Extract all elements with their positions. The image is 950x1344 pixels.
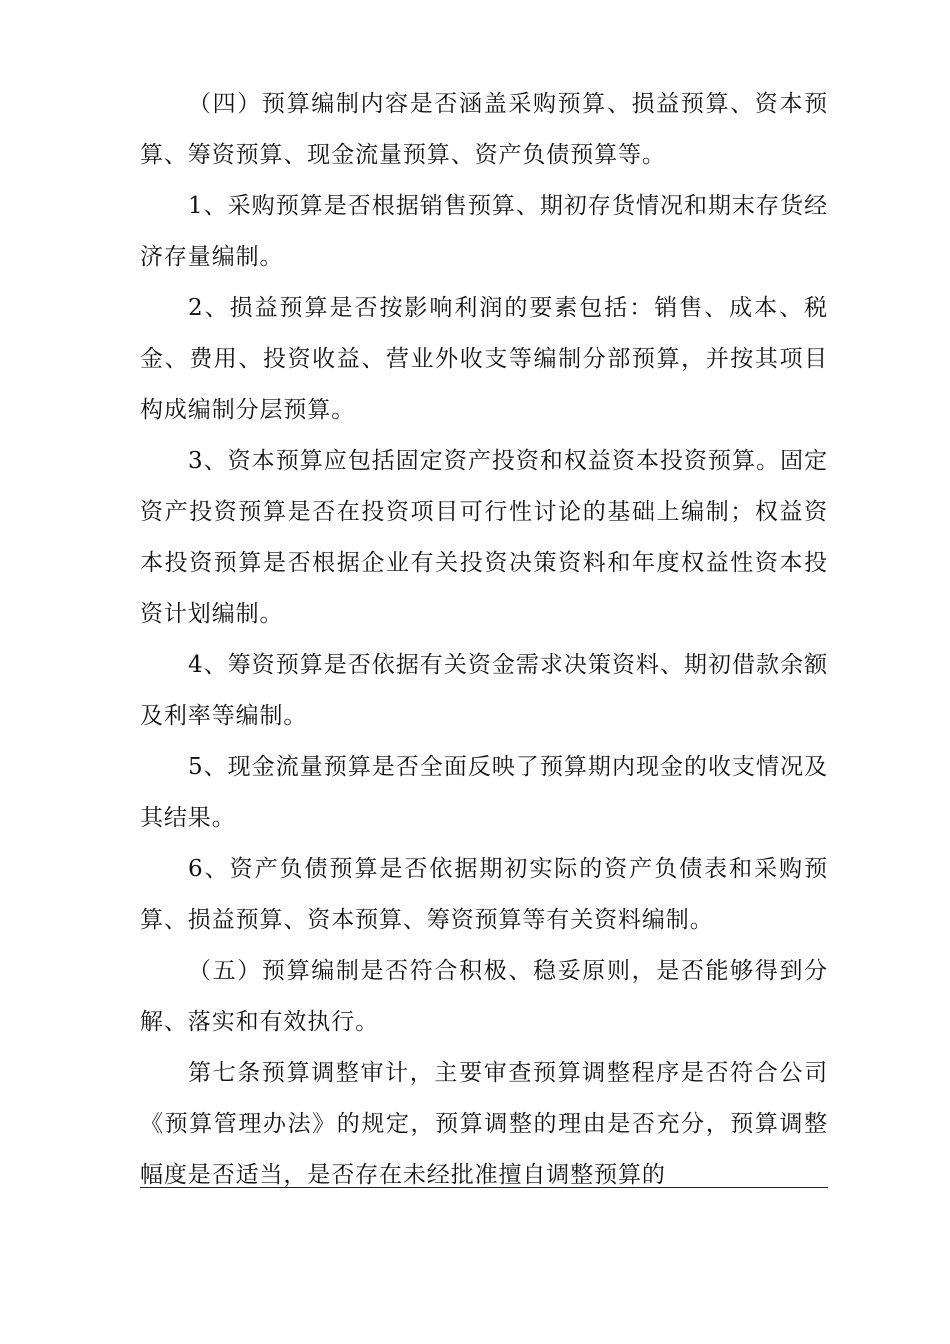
paragraph-profit-loss-budget: 2、损益预算是否按影响利润的要素包括：销售、成本、税金、费用、投资收益、营业外收支等编制分部预算，并按其项目构成编制分层预算。	[140, 295, 828, 423]
paragraph-article-seven: 第七条预算调整审计，主要审查预算调整程序是否符合公司《预算管理办法》的规定，预算调整的理由是否充分，预算调整幅度是否适当，是否存在未经批准擅自调整预算的	[140, 1060, 828, 1188]
paragraph-balance-sheet-budget: 6、资产负债预算是否依据期初实际的资产负债表和采购预算、损益预算、资本预算、筹资预算等有关资料编制。	[140, 856, 828, 933]
paragraph-budget-content: （四）预算编制内容是否涵盖采购预算、损益预算、资本预算、筹资预算、现金流量预算、资产负债预算等。	[140, 91, 828, 168]
footer-divider	[140, 1187, 828, 1188]
paragraph-budget-principle: （五）预算编制是否符合积极、稳妥原则，是否能够得到分解、落实和有效执行。	[140, 958, 828, 1035]
paragraph-cash-flow-budget: 5、现金流量预算是否全面反映了预算期内现金的收支情况及其结果。	[140, 754, 828, 831]
paragraph-purchase-budget: 1、采购预算是否根据销售预算、期初存货情况和期末存货经济存量编制。	[140, 193, 828, 270]
paragraph-financing-budget: 4、筹资预算是否依据有关资金需求决策资料、期初借款余额及利率等编制。	[140, 652, 828, 729]
paragraph-capital-budget: 3、资本预算应包括固定资产投资和权益资本投资预算。固定资产投资预算是否在投资项目可行性讨论的基础上编制；权益资本投资预算是否根据企业有关投资决策资料和年度权益性资本投资计划编制。	[140, 448, 828, 627]
document-body	[140, 79, 828, 1201]
